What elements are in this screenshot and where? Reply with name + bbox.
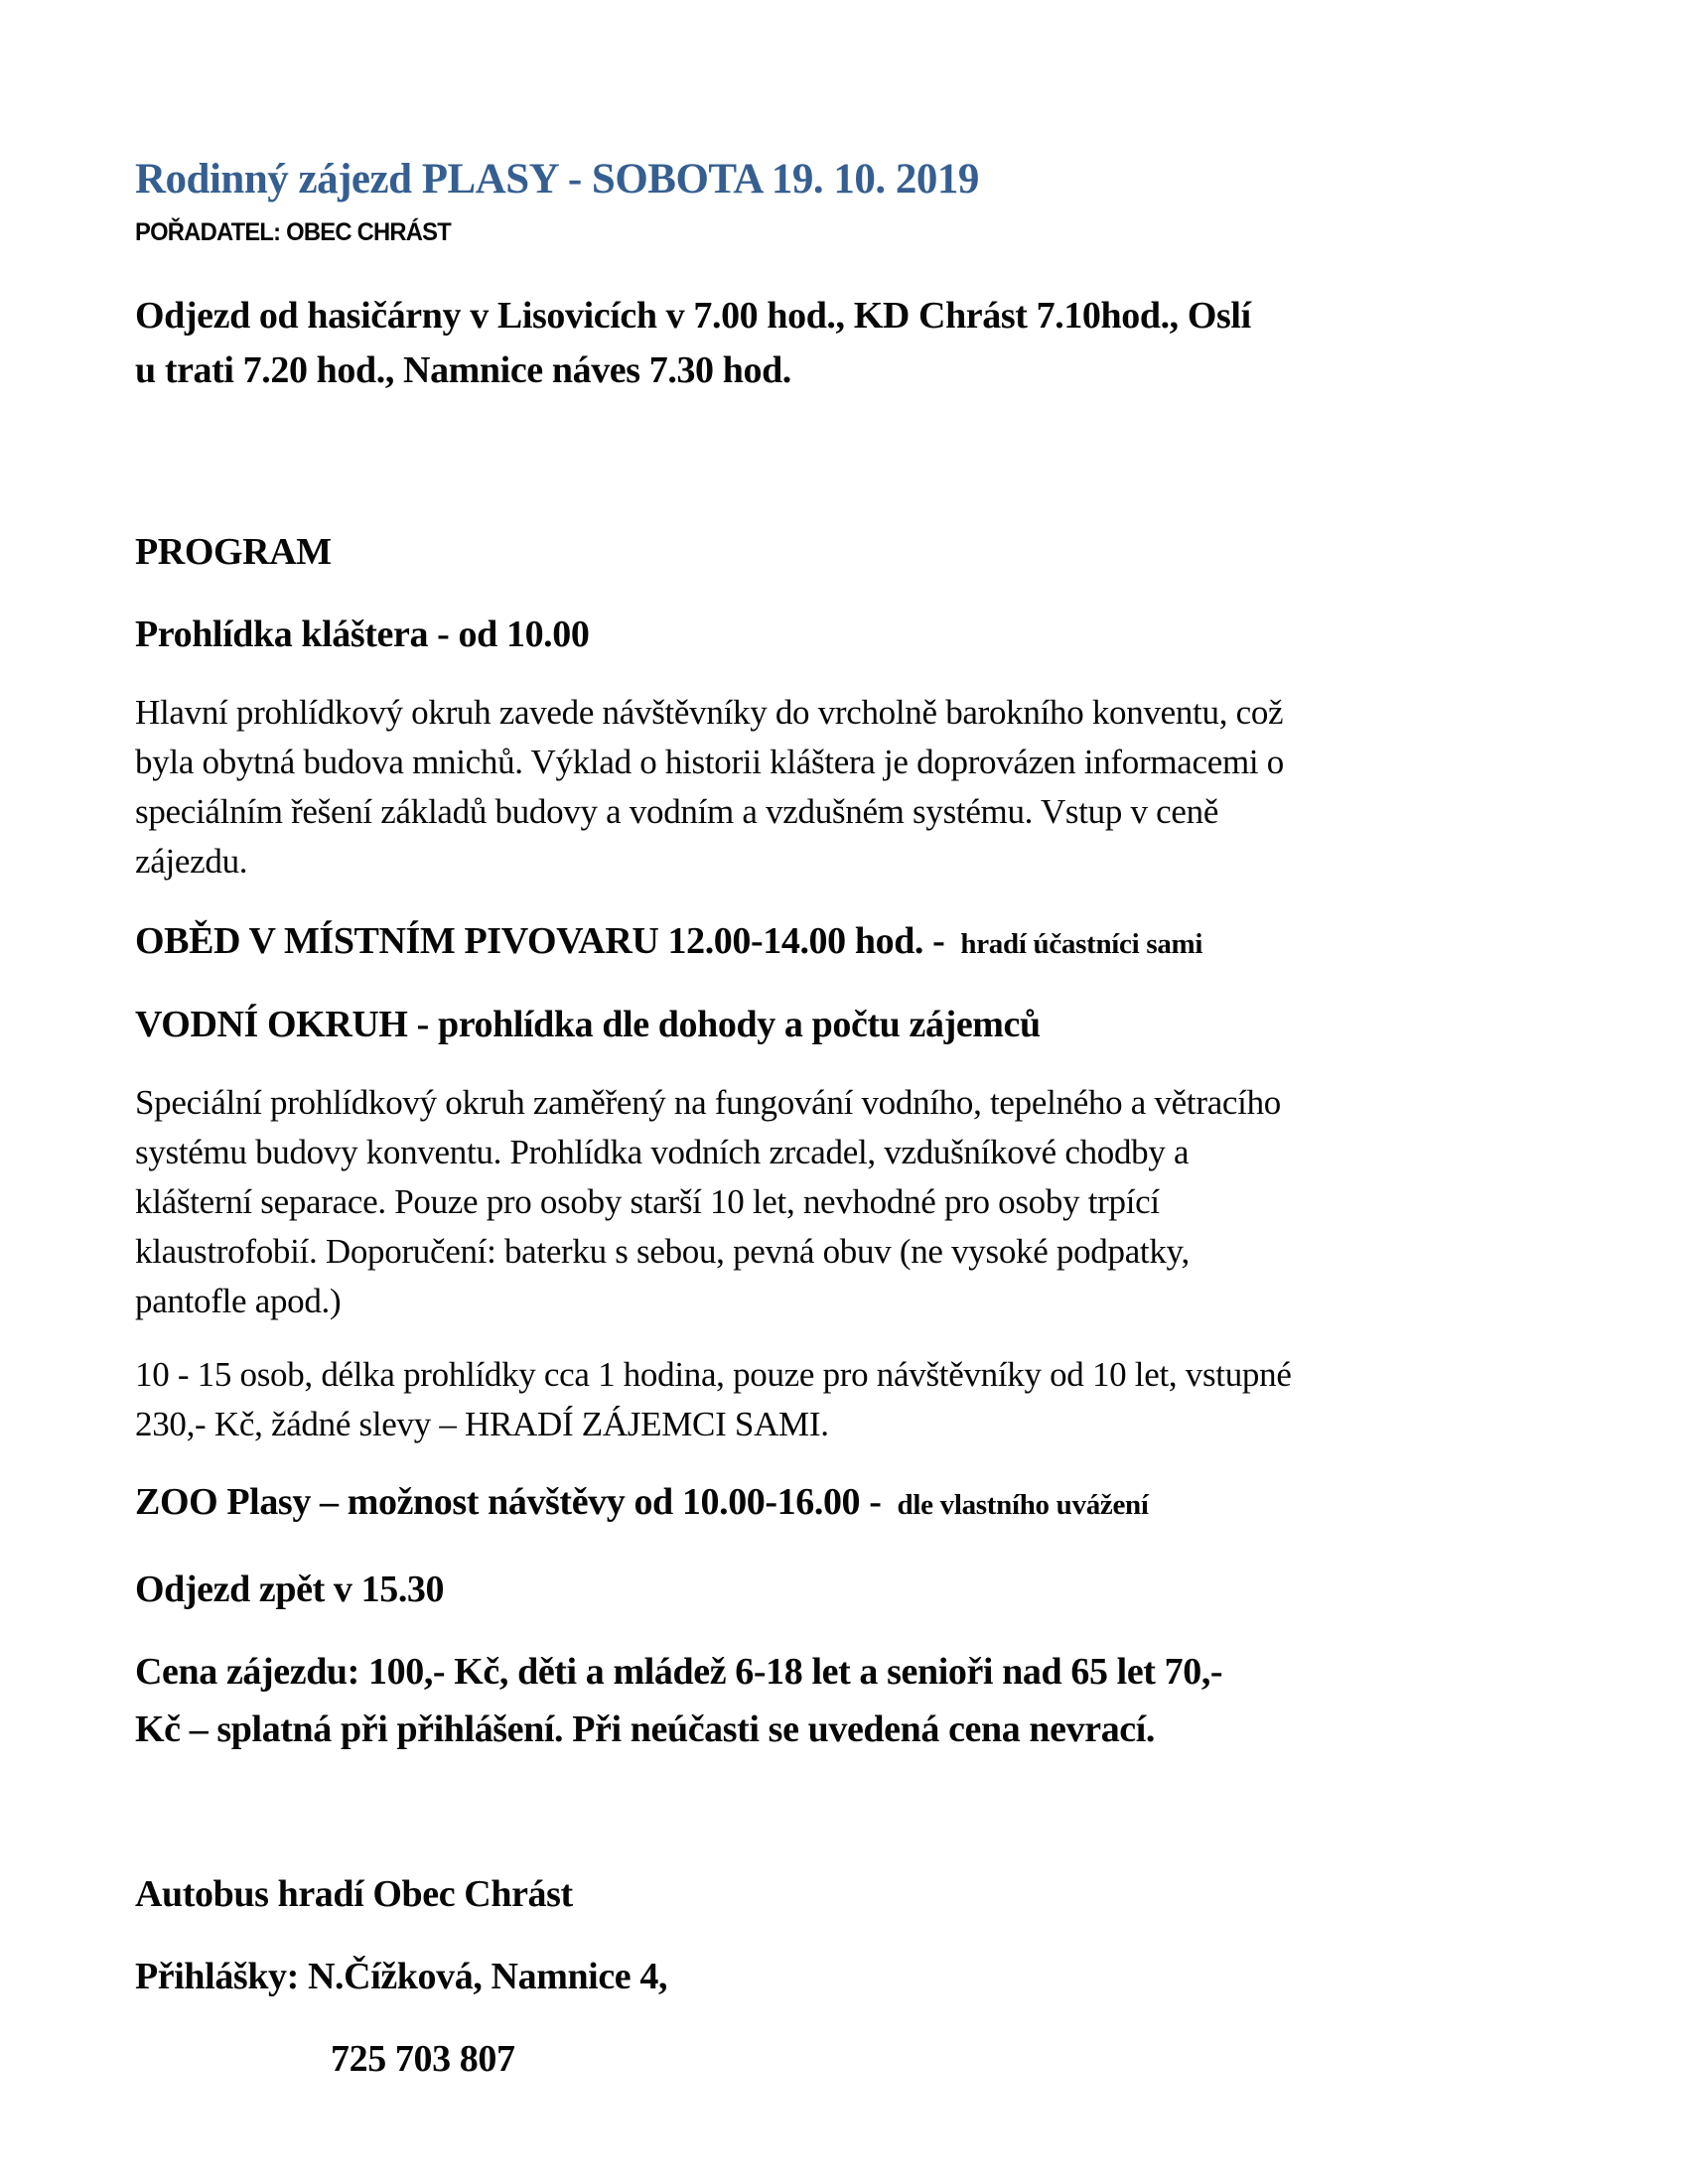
water-circuit-heading: VODNÍ OKRUH - prohlídka dle dohody a počtu zájemců [135, 1004, 1041, 1045]
registration-contact-line: Přihlášky: N.Čížková, Namnice 4, [135, 1956, 668, 1997]
text-line: Hlavní prohlídkový okruh zavede návštěvníky do vrcholně barokního konventu, což [135, 693, 1284, 732]
text-line: systému budovy konventu. Prohlídka vodních zrcadel, vzdušníkové chodby a [135, 1133, 1190, 1171]
price-line: Kč – splatná při přihlášení. Při neúčasti se uvedená cena nevrací. [135, 1708, 1156, 1750]
text-line: klaustrofobií. Doporučení: baterku s sebou, pevná obuv (ne vysoké podpatky, [135, 1232, 1190, 1271]
lunch-heading [135, 914, 1559, 972]
return-trip-heading: Odjezd zpět v 15.30 [135, 1569, 445, 1610]
departure-line: Odjezd od hasičárny v Lisovicích v 7.00 hod., KD Chrást 7.10hod., Oslí [135, 295, 1251, 337]
text-line: klášterní separace. Pouze pro osoby starší 10 let, nevhodné pro osoby trpící [135, 1182, 1160, 1221]
zoo-heading-main: ZOO Plasy – možnost návštěvy od 10.00-16.00 - [135, 1481, 882, 1523]
text-line: Speciální prohlídkový okruh zaměřený na fungování vodního, tepelného a větracího [135, 1083, 1281, 1122]
text-line: speciálním řešení základů budovy a vodním a vzdušném systému. Vstup v ceně [135, 792, 1219, 831]
document-title: Rodinný zájezd PLASY - SOBOTA 19. 10. 2019 [135, 156, 979, 203]
water-circuit-capacity-note [135, 1350, 1559, 1449]
departure-paragraph [135, 289, 1559, 398]
bus-payment-line: Autobus hradí Obec Chrást [135, 1873, 573, 1915]
lunch-heading-note: hradí účastníci sami [960, 928, 1203, 960]
text-line: 10 - 15 osob, délka prohlídky cca 1 hodina, pouze pro návštěvníky od 10 let, vstupné [135, 1355, 1292, 1394]
phone-number: 725 703 807 [331, 2038, 515, 2080]
text-line: byla obytná budova mnichů. Výklad o historii kláštera je doprovázen informacemi o [135, 743, 1284, 781]
price-paragraph [135, 1643, 1559, 1758]
price-line: Cena zájezdu: 100,- Kč, děti a mládež 6-18 let a senioři nad 65 let 70,- [135, 1651, 1223, 1693]
water-circuit-description [135, 1078, 1559, 1326]
monastery-tour-heading: Prohlídka kláštera - od 10.00 [135, 614, 590, 655]
program-heading: PROGRAM [135, 531, 332, 573]
text-line: pantofle apod.) [135, 1282, 342, 1320]
text-line: 230,- Kč, žádné slevy – HRADÍ ZÁJEMCI SAMI. [135, 1405, 829, 1443]
lunch-heading-main: OBĚD V MÍSTNÍM PIVOVARU 12.00-14.00 hod. - [135, 920, 945, 962]
zoo-heading-note: dle vlastního uvážení [897, 1489, 1149, 1521]
monastery-tour-description [135, 688, 1559, 887]
departure-line: u trati 7.20 hod., Namnice náves 7.30 hod. [135, 349, 791, 391]
organizer-line: POŘADATEL: OBEC CHRÁST [135, 218, 451, 246]
text-line: zájezdu. [135, 842, 248, 881]
zoo-heading [135, 1475, 1559, 1533]
